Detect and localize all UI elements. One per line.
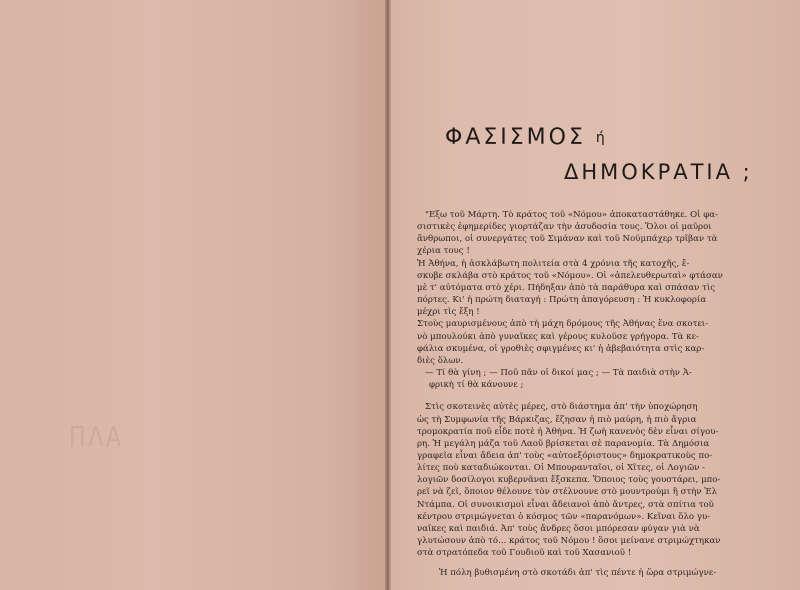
- text-line: διὲς ὅλων.: [417, 355, 464, 366]
- text-line: τρομοκρατία ποῦ εἶδε ποτὲ ἡ Ἀθήνα. Ἡ ζωὴ κανενὸς δὲν εἶναι σίγου-: [417, 426, 719, 437]
- text-line: — Τί θὰ γίνη ; — Ποῦ πᾶν οἱ δικοί μας ; — Τὰ παιδιὰ στὴν Ἀ-: [425, 368, 692, 379]
- title-line-2: ΔΗΜΟΚΡΑΤΙΑ ;: [564, 160, 753, 184]
- text-line: χέρια τους !: [417, 246, 470, 257]
- text-line: σκυβε σκλάβα στὸ κράτος τοῦ «Νόμου». Οἱ «ἀπελευθερωταὶ» φτάσαν: [417, 270, 723, 281]
- text-line: γραφεῖα εἶναι ἄδεια ἀπ' τοὺς «αὐτοεξόριστους» δημοκρατικοὺς πο-: [417, 450, 713, 461]
- text-line: μὲ τ' αὐτόματα στὸ χέρι. Πήδηξαν ἀπὸ τὰ παράθυρα καὶ σπάσαν τὶς: [417, 282, 716, 293]
- title-connector: ή: [595, 130, 605, 146]
- text-line: μέχρι τὶς ἔξη !: [417, 307, 480, 318]
- text-line: λίτες ποὺ καταδιώκονται. Οἱ Μπουρανταῖοι, οἱ Χῖτες, οἱ Λογιῶν -: [417, 463, 706, 474]
- title-line-1: [445, 125, 605, 150]
- text-line: φάλια σκυμένα, οἱ γροθιὲς σφιγμένες κι' ἡ ἀβεβαιότητα στὶς καρ-: [417, 343, 705, 354]
- text-line: νὸ μπουλούκι ἀπὸ γυναῖκες καὶ γέρους κυλοῦσε γρήγορα. Τὰ κε-: [417, 331, 699, 342]
- text-line: ἄνθρωποι, οἱ συνεργάτες τοῦ Σιμάναν καὶ τοῦ Νοϋμπάχερ τρῖβαν τὰ: [417, 234, 718, 245]
- text-line: κέντρου στριμώγνεται ὁ κόσμος τῶν «παρανόμων». Κεῖναι ὅλο γυ-: [417, 511, 711, 522]
- text-line: Ντάμπα. Οἱ συνοικισμοὶ εἶναι ἄδειανοὶ ἀπὸ ἄντρες, στὰ σπίτια τοῦ: [417, 499, 714, 510]
- title-fascism: ΦΑΣΙΣΜΟΣ: [445, 125, 586, 150]
- text-line: Ἡ πόλη βυθισμένη στὸ σκοτάδι ἀπ' τὶς πέντε ἡ ὥρα στριμώγνε-: [439, 568, 717, 579]
- text-line: ρη. Ἡ μεγάλη μάζα τοῦ Λαοῦ βρίσκεται σὲ παρανομία. Τὰ Δημόσια: [417, 438, 710, 449]
- text-line: ὡς τὴ Συμφωνία τῆς Βάρκιζας, ἔζησαν ἡ πιὸ μαύρη, ἡ πιὸ ἄγρια: [417, 414, 697, 425]
- text-line: Ἡ Ἀθήνα, ἡ ἀσκλάβωτη πολιτεία στὰ 4 χρόνια τῆς κατοχῆς, ἔ-: [417, 258, 690, 269]
- text-line: ρεῖ νὰ ζεῖ, ὅποιον θέλουνε τὸν στέλνουνε στὸ μουντρούμι ἢ στὴν Ἐλ: [417, 487, 718, 498]
- left-page: [0, 0, 387, 590]
- text-line: σιστικὲς ἐφημερίδες γιορτάζαν τὴν ἀσυδοσία τους. Ὅλοι οἱ μαῦροι: [417, 222, 712, 233]
- text-line: λογιῶν δοσίλογοι κυβερνᾶναι ἔξσκεπα. Ὅποιος τοὺς γουστάρει, μπο-: [417, 475, 721, 486]
- text-line: Στὶς σκοτεινὲς αὐτὲς μέρες, στὸ διάστημα ἀπ' τὴν ὑποχώρηση: [425, 402, 698, 413]
- text-line: γλυτώσουν ἀπὸ τό... κράτος τοῦ Νόμου ! ὅσοι μείνανε στριμώχτηκαν: [417, 536, 721, 547]
- text-line: πόρτες. Κι' ἡ πρώτη διαταγή : Πρώτη ἀπαγόρευση : Ἡ κυκλοφορία: [417, 295, 707, 306]
- article-body: [417, 209, 753, 580]
- text-line: Στοὺς μαυρισμένους ἀπὸ τὴ μάχη δρόμους τῆς Ἀθήνας ἕνα σκοτει-: [417, 319, 709, 330]
- bleed-through-text: ΠΛΑ: [68, 420, 124, 453]
- text-line: ναῖκες καὶ παιδιά. Ἀπ' τοὺς ἄνδρες ὅσοι μπόρεσαν φύγαν γιὰ νὰ: [417, 523, 700, 534]
- text-line: στὰ στρατόπεδα τοῦ Γουδιοῦ καὶ τοῦ Χασανιοῦ !: [417, 548, 632, 559]
- text-line: "Εξω τοῦ Μάρτη. Τὸ κράτος τοῦ «Νόμου» ἀποκαταστάθηκε. Οἱ φα-: [425, 210, 719, 220]
- text-line: φρικὴ τί θὰ κάνουνε ;: [429, 380, 524, 391]
